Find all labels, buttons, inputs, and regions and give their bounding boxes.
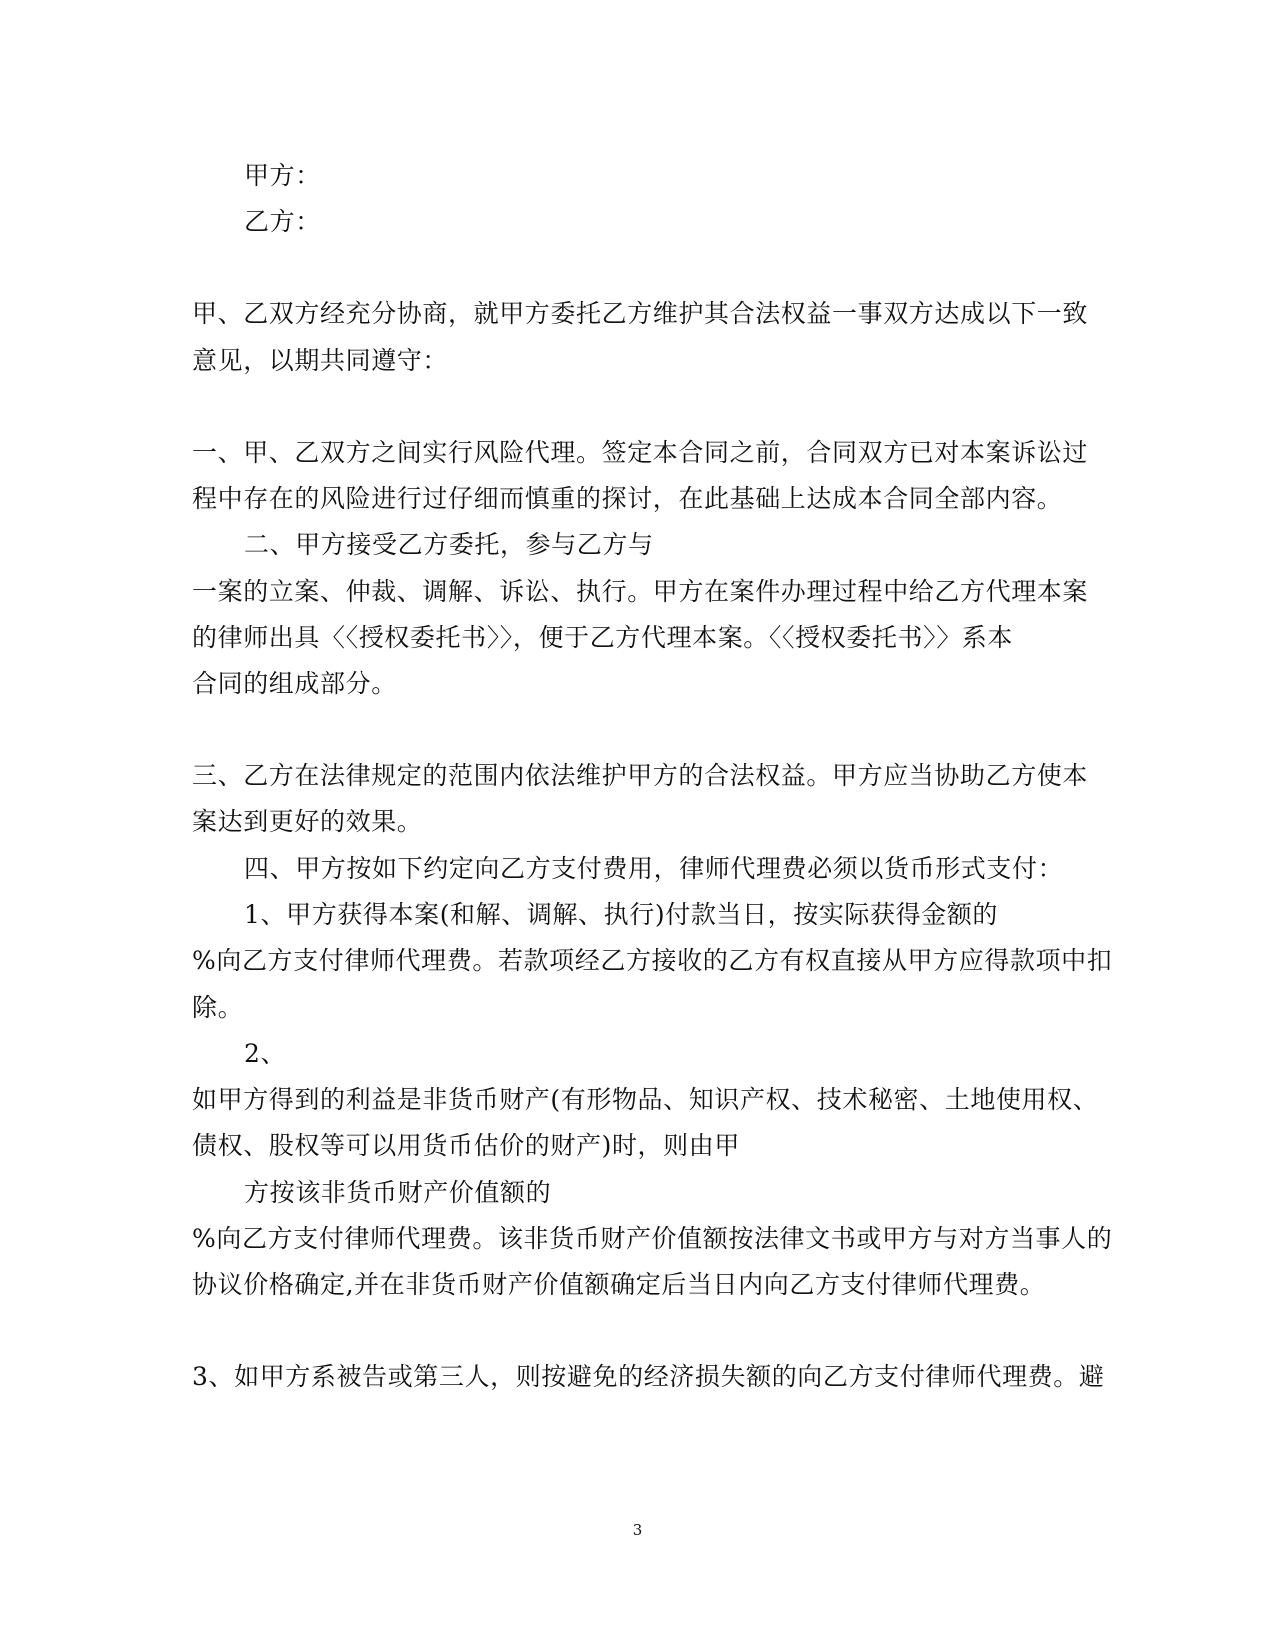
clause-4-item-2-line-5: 协议价格确定,并在非货币财产价值额确定后当日内向乙方支付律师代理费。 bbox=[192, 1270, 1046, 1299]
clause-4-item-2-line-3: 方按该非货币财产价值额的 bbox=[244, 1178, 552, 1207]
clause-2-line-4: 合同的组成部分。 bbox=[192, 669, 397, 698]
party-a-label: 甲方： bbox=[244, 161, 321, 190]
clause-4-item-1-line-2: %向乙方支付律师代理费。若款项经乙方接收的乙方有权直接从甲方应得款项中扣 bbox=[192, 946, 1113, 975]
party-b-label: 乙方： bbox=[244, 207, 321, 236]
clause-4-item-2-line-1: 如甲方得到的利益是非货币财产(有形物品、知识产权、技术秘密、土地使用权、 bbox=[192, 1085, 1099, 1114]
intro-line-2: 意见，以期共同遵守： bbox=[192, 346, 449, 375]
clause-2-line-1: 二、甲方接受乙方委托，参与乙方与 bbox=[244, 530, 654, 559]
clause-3-line-1: 三、乙方在法律规定的范围内依法维护甲方的合法权益。甲方应当协助乙方使本 bbox=[192, 761, 1089, 790]
clause-4-item-3-line-1: 3、如甲方系被告或第三人，则按避免的经济损失额的向乙方支付律师代理费。避 bbox=[192, 1362, 1105, 1391]
clause-4-item-2-number: 2、 bbox=[244, 1039, 287, 1068]
clause-2-line-3: 的律师出具〈〈授权委托书〉〉，便于乙方代理本案。〈〈授权委托书〉〉系本 bbox=[192, 623, 1014, 652]
clause-1-line-2: 程中存在的风险进行过仔细而慎重的探讨，在此基础上达成本合同全部内容。 bbox=[192, 484, 1063, 513]
clause-4-item-1-line-3: 除。 bbox=[192, 993, 244, 1022]
clause-4-heading: 四、甲方按如下约定向乙方支付费用，律师代理费必须以货币形式支付： bbox=[244, 854, 1064, 883]
clause-1-line-1: 一、甲、乙双方之间实行风险代理。签定本合同之前，合同双方已对本案诉讼过 bbox=[192, 438, 1089, 467]
clause-4-item-1-line-1: 1、甲方获得本案(和解、调解、执行)付款当日，按实际获得金额的 bbox=[244, 900, 999, 929]
intro-line-1: 甲、乙双方经充分协商，就甲方委托乙方维护其合法权益一事双方达成以下一致 bbox=[192, 299, 1089, 328]
page-number: 3 bbox=[632, 1521, 643, 1539]
clause-3-line-2: 案达到更好的效果。 bbox=[192, 807, 423, 836]
clause-2-line-2: 一案的立案、仲裁、调解、诉讼、执行。甲方在案件办理过程中给乙方代理本案 bbox=[192, 577, 1089, 606]
clause-4-item-2-line-4: %向乙方支付律师代理费。该非货币财产价值额按法律文书或甲方与对方当事人的 bbox=[192, 1224, 1113, 1253]
clause-4-item-2-line-2: 债权、股权等可以用货币估价的财产)时，则由甲 bbox=[192, 1131, 740, 1160]
